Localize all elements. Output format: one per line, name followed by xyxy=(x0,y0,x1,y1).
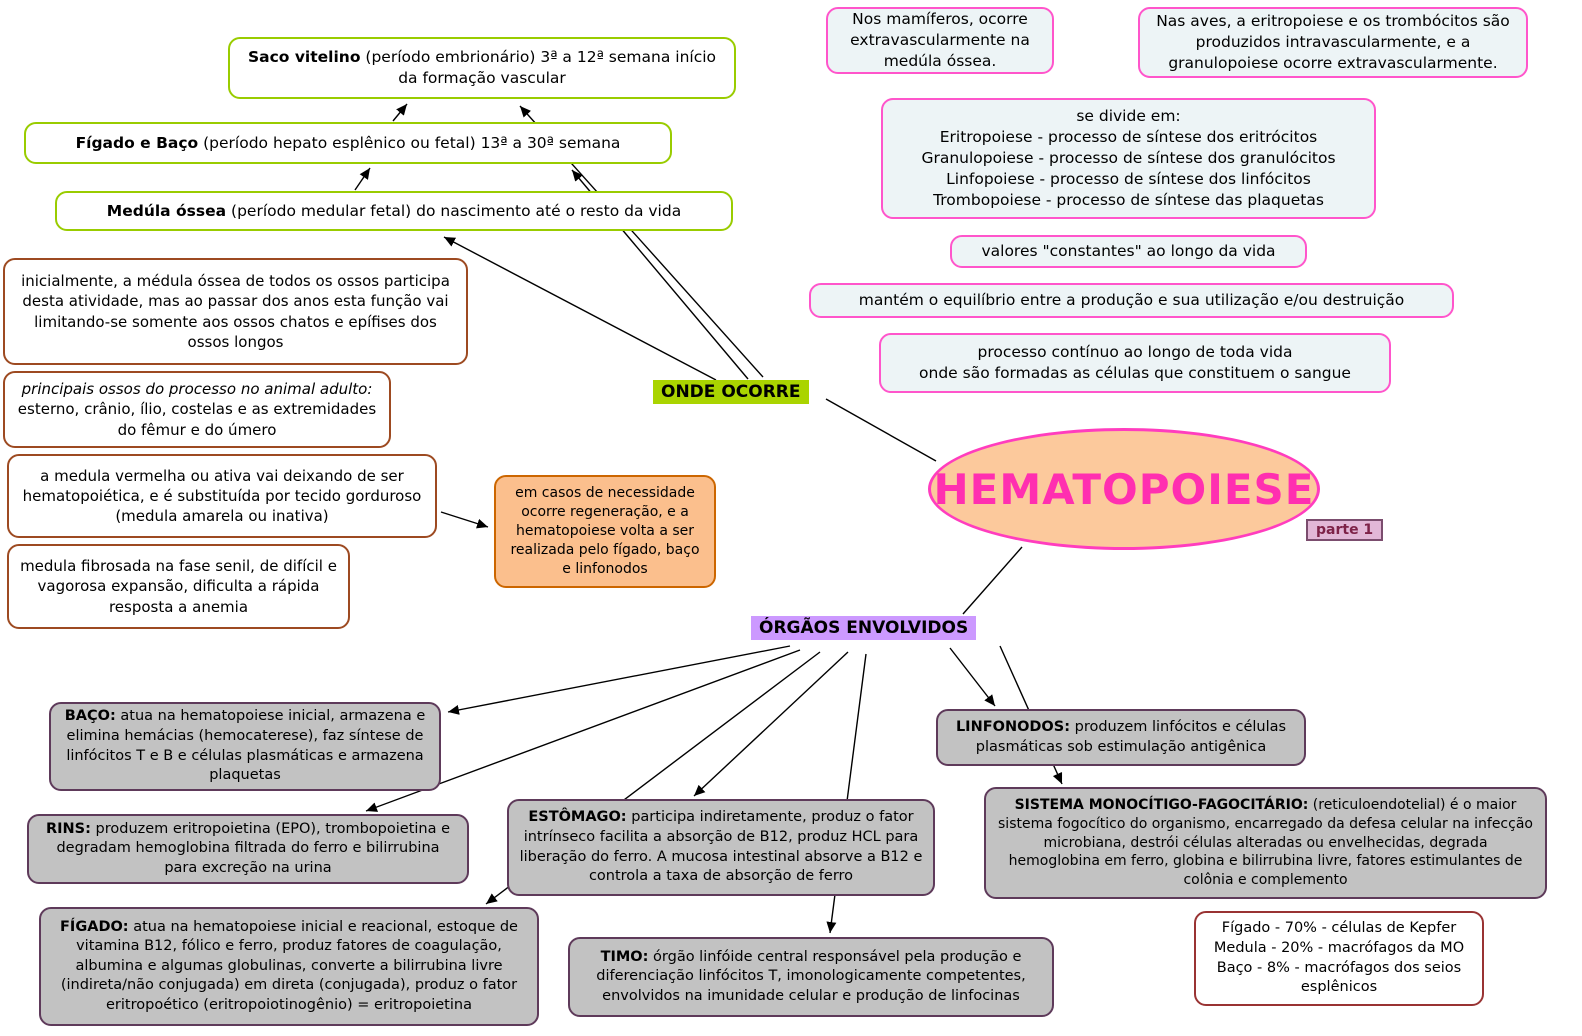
organ-text: produzem linfócitos e células plasmáticas sob estimulação antigênica xyxy=(975,718,1287,755)
fact-divisoes xyxy=(881,98,1376,219)
node-medula-ossea xyxy=(55,191,733,231)
node-text: (período hepato esplênico ou fetal) 13ª a 30ª semana xyxy=(198,133,621,152)
node-figado-e-baco xyxy=(24,122,672,164)
note-regeneracao xyxy=(494,475,716,588)
distribuicao-item: Baço - 8% - macrófagos dos seios esplênicos xyxy=(1216,959,1462,996)
node-lead: Saco vitelino xyxy=(247,48,361,67)
note-text: em casos de necessidade ocorre regeneração, e a hematopoiese volta a ser realizada pelo fígado, baço e linfonodos xyxy=(510,485,700,577)
fact-text: Nos mamíferos, ocorre extravascularmente na medúla óssea. xyxy=(850,10,1030,70)
fact-text: processo contínuo ao longo de toda vida xyxy=(977,343,1293,362)
node-saco-vitelino xyxy=(228,37,736,99)
note-inicialmente xyxy=(3,258,468,365)
note-text: esterno, crânio, ílio, costelas e as extremidades do fêmur e do úmero xyxy=(17,400,377,439)
fact-text: onde são formadas as células que constituem o sangue xyxy=(919,364,1351,382)
fact-processo-continuo xyxy=(879,333,1391,393)
organ-text: atua na hematopoiese inicial e reacional, estoque de vitamina B12, fólico e ferro, produz fatores de coagulação, albumina e algumas globulinas, converte a bilirrubina livre (indireta/não conjugada) em direta (conjugada), produz o fator eritropoético (eritropoiotinogênio) = eritropoietina xyxy=(60,918,518,1013)
parte-badge: parte 1 xyxy=(1306,519,1383,541)
organ-lead: TIMO: xyxy=(600,948,649,965)
distribuicao-item: Medula - 20% - macrófagos da MO xyxy=(1213,939,1465,956)
divisao-item: Eritropoiese - processo de síntese dos eritrócitos xyxy=(939,128,1318,147)
note-lead: principais ossos do processo no animal adulto: xyxy=(21,380,373,399)
divisao-item: Linfopoiese - processo de síntese dos linfócitos xyxy=(946,169,1311,188)
node-lead: Medúla óssea xyxy=(106,201,227,220)
organ-figado xyxy=(39,907,539,1026)
note-text: inicialmente, a médula óssea de todos os ossos participa desta atividade, mas ao passar dos anos esta função vai limitando-se somente aos ossos chatos e epífises dos ossos longos xyxy=(21,272,450,351)
organ-timo xyxy=(568,937,1054,1017)
note-text: a medula vermelha ou ativa vai deixando de ser hematopoiética, e é substituída por tecido gorduroso (medula amarela ou inativa) xyxy=(22,466,422,526)
note-principais-ossos xyxy=(3,371,391,448)
fact-valores-constantes xyxy=(950,235,1307,268)
organ-baco xyxy=(49,702,441,791)
note-medula-vermelha xyxy=(7,454,437,538)
organ-lead: BAÇO: xyxy=(64,708,116,725)
fact-text: Nas aves, a eritropoiese e os trombócitos são produzidos intravascularmente, e a granulopoiese ocorre extravascularmente. xyxy=(1156,12,1510,72)
central-title: HEMATOPOIESE xyxy=(933,464,1315,514)
organ-lead: FÍGADO: xyxy=(60,918,129,935)
node-text: (período embrionário) 3ª a 12ª semana início da formação vascular xyxy=(360,48,717,87)
divisao-item: Trombopoiese - processo de síntese das plaquetas xyxy=(933,190,1324,209)
organ-rins xyxy=(27,814,469,884)
organ-lead: ESTÔMAGO: xyxy=(528,809,627,826)
divisao-item: Granulopoiese - processo de síntese dos granulócitos xyxy=(921,149,1336,168)
note-text: medula fibrosada na fase senil, de difícil e vagorosa expansão, dificulta a rápida resposta a anemia xyxy=(20,557,337,616)
central-node-hematopoiese xyxy=(928,428,1320,550)
fact-text: valores "constantes" ao longo da vida xyxy=(981,242,1276,261)
fact-text: mantém o equilíbrio entre a produção e sua utilização e/ou destruição xyxy=(858,291,1405,310)
fact-equilibrio xyxy=(809,283,1454,318)
organ-text: atua na hematopoiese inicial, armazena e elimina hemácias (hemocaterese), faz síntese de linfócitos T e B e células plasmáticas e armazena plaquetas xyxy=(66,708,426,784)
organ-text: órgão linfóide central responsável pela produção e diferenciação linfócitos T, imonologicamente competentes, envolvidos na imunidade celular e produção de linfocinas xyxy=(596,948,1026,1004)
organ-lead: LINFONODOS: xyxy=(955,718,1071,735)
note-medula-fibrosada xyxy=(7,544,350,629)
organ-text: produzem eritropoietina (EPO), trombopoietina e degradam hemoglobina filtrada do ferro e bilirrubina para excreção na urina xyxy=(56,820,451,876)
organ-lead: SISTEMA MONOCÍTIGO-FAGOCITÁRIO: xyxy=(1014,796,1309,813)
organ-linfonodos xyxy=(936,709,1306,766)
fact-mamiferos xyxy=(826,7,1054,74)
node-text: (período medular fetal) do nascimento até o resto da vida xyxy=(226,201,682,220)
note-distribuicao-macrofagos xyxy=(1194,911,1484,1006)
distribuicao-item: Fígado - 70% - células de Kepfer xyxy=(1221,920,1457,937)
organ-lead: RINS: xyxy=(45,820,91,837)
fact-aves xyxy=(1138,7,1528,78)
node-lead: Fígado e Baço xyxy=(75,133,199,152)
organ-estomago xyxy=(507,799,935,896)
linking-label-onde-ocorre: ONDE OCORRE xyxy=(653,380,809,404)
divisoes-heading: se divide em: xyxy=(1076,107,1181,126)
organ-text: (reticuloendotelial) é o maior sistema fogocítico do organismo, encarregado da defesa celular na infecção microbiana, destrói células alteradas ou envelhecidas, degrada hemoglobina em ferro, globina e bilirrubina livre, fatores estimulantes de colônia e complemento xyxy=(998,796,1533,889)
linking-label-orgaos-envolvidos: ÓRGÃOS ENVOLVIDOS xyxy=(751,616,976,640)
organ-sistema-monocitico-fagocitario xyxy=(984,787,1547,899)
organ-text: participa indiretamente, produz o fator intrínseco facilita a absorção de B12, produz HCL para liberação do ferro. A mucosa intestinal absorve a B12 e controla a taxa de absorção de ferro xyxy=(519,809,923,885)
